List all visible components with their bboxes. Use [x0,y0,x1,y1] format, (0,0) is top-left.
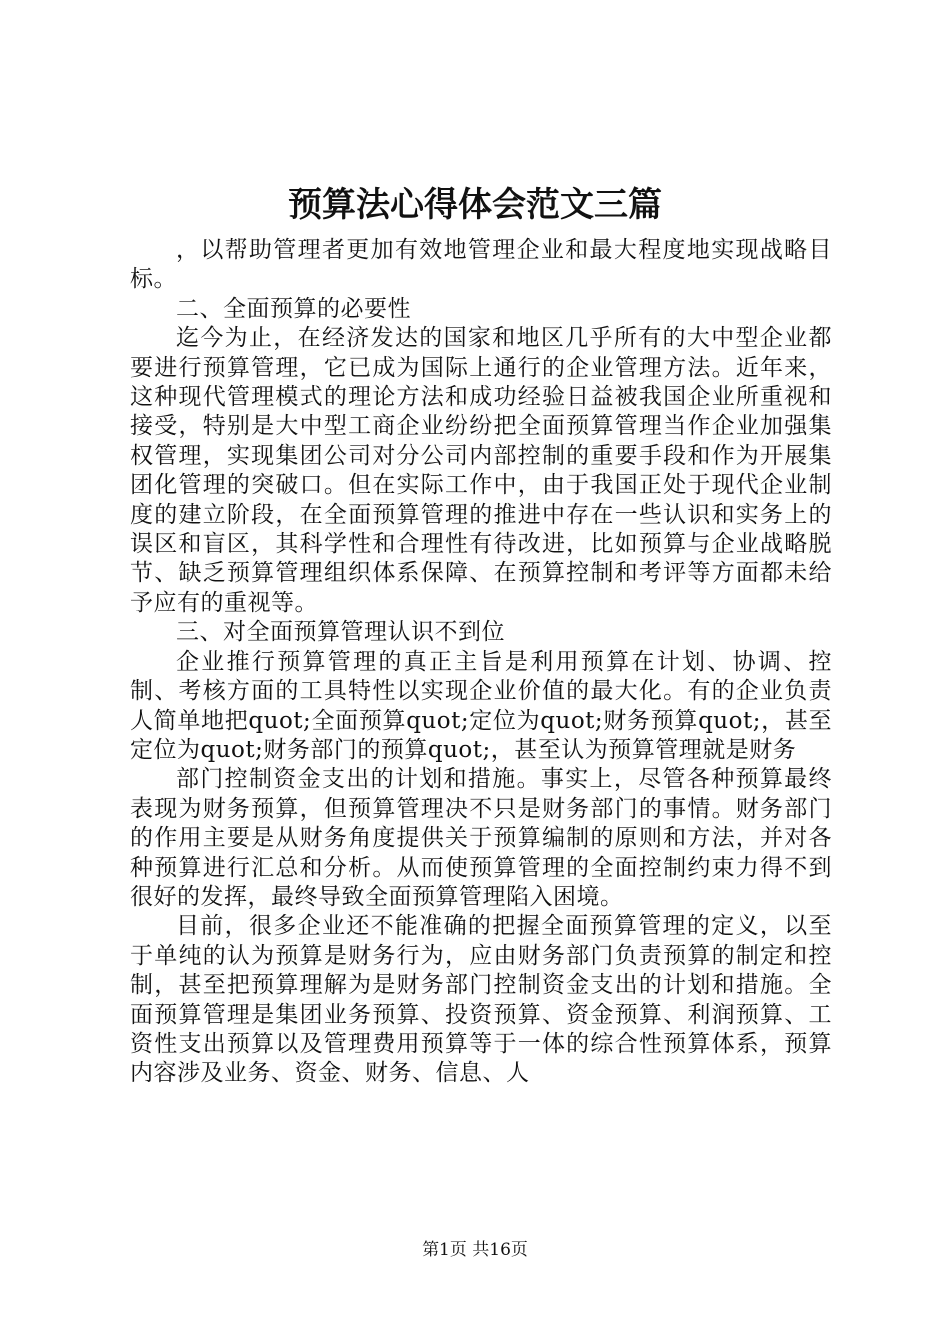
section-heading-necessity: 二、全面预算的必要性 [176,295,411,322]
section-heading-understanding: 三、对全面预算管理认识不到位 [176,619,505,646]
paragraph-intro: ，以帮助管理者更加有效地管理企业和最大程度地实现战略目标。 [130,237,832,293]
document-body [130,236,832,1089]
page-number-footer: 第1页 共16页 [422,1240,528,1260]
document-title: 预算法心得体会范文三篇 [288,185,662,225]
paragraph-current-situation: 目前，很多企业还不能准确的把握全面预算管理的定义，以至于单纯的认为预算是财务行为，应由财务部门负责预算的制定和控制，甚至把预算理解为是财务部门控制资金支出的计划和措施。全面预算管理是集团业务预算、投资预算、资金预算、利润预算、工资性支出预算以及管理费用预算等于一体的综合性预算体系，预算内容涉及业务、资金、财务、信息、人 [130,913,832,1087]
paragraph-purpose: 企业推行预算管理的真正主旨是利用预算在计划、协调、控制、考核方面的工具特性以实现企业价值的最大化。有的企业负责人简单地把quot;全面预算quot;定位为quot;财务预算quot;，甚至定位为quot;财务部门的预算quot;，甚至认为预算管理就是财务 [130,648,832,763]
paragraph-necessity: 迄今为止，在经济发达的国家和地区几乎所有的大中型企业都要进行预算管理，它已成为国际上通行的企业管理方法。近年来，这种现代管理模式的理论方法和成功经验日益被我国企业所重视和接受，特别是大中型工商企业纷纷把全面预算管理当作企业加强集权管理，实现集团公司对分公司内部控制的重要手段和作为开展集团化管理的突破口。但在实际工作中，由于我国正处于现代企业制度的建立阶段，在全面预算管理的推进中存在一些认识和实务上的误区和盲区，其科学性和合理性有待改进，比如预算与企业战略脱节、缺乏预算管理组织体系保障、在预算控制和考评等方面都未给予应有的重视等。 [130,325,832,616]
paragraph-finance-department: 部门控制资金支出的计划和措施。事实上，尽管各种预算最终表现为财务预算，但预算管理决不只是财务部门的事情。财务部门的作用主要是从财务角度提供关于预算编制的原则和方法，并对各种预算进行汇总和分析。从而使预算管理的全面控制约束力得不到很好的发挥，最终导致全面预算管理陷入困境。 [130,766,832,910]
